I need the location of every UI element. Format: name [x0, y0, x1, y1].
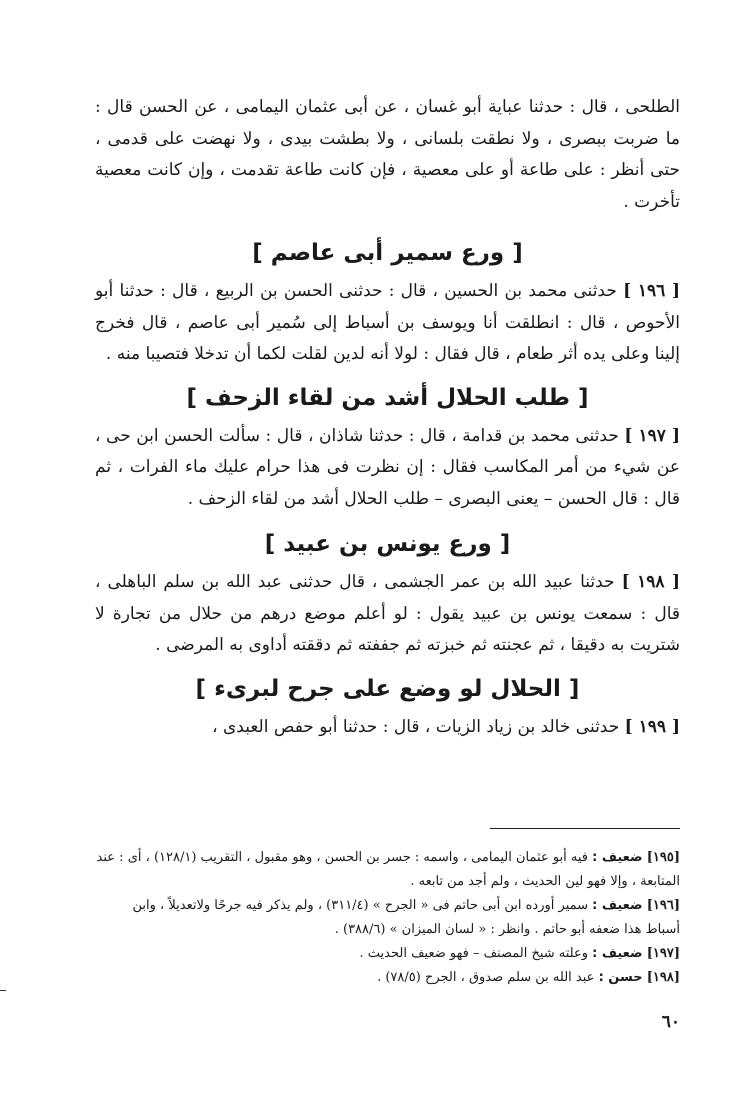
entry-text: حدثنا عبيد الله بن عمر الجشمى ، قال حدثنى عبد الله بن سلم الباهلى ، قال : سمعت يونس بن عبيد يقول : لو أعلم موضع درهم من حلال من تجارة لا شتريت به دقيقا ، ثم عجنته ثم خبزته ثم جففته ثم دققته أداوى به المرضى .: [95, 572, 680, 655]
footnote-number: [١٩٥]: [646, 850, 680, 865]
main-text: [95, 92, 680, 743]
entry-198: [95, 567, 680, 662]
section-heading-4: [ الحلال لو وضع على جرح لبرىء ]: [195, 675, 580, 702]
footnote-number: [١٩٦]: [646, 898, 680, 913]
footnote-text: وعلته شيخ المصنف – فهو ضعيف الحديث .: [359, 946, 589, 961]
footnote-number: [١٩٨]: [646, 970, 680, 985]
entry-text: حدثنى محمد بن الحسين ، قال : حدثنى الحسن بن الربيع ، قال : حدثنا أبو الأحوص ، قال : انطلقت أنا ويوسف بن أسباط إلى سُمير أبى عاصم ، قال فخرج إلينا وعلى يده أثر طعام ، قال فقال : لولا أنه لدين لقلت لكما أن تدخلا فتصيبا منه .: [95, 281, 680, 364]
footnote-list: [95, 846, 680, 990]
section-heading-2: [ طلب الحلال أشد من لقاء الزحف ]: [186, 384, 589, 411]
footnote-grade: ضعيف :: [592, 898, 643, 913]
page-number: ٦٠: [661, 1012, 680, 1032]
footnote-198: [95, 966, 680, 990]
paragraph-195-continuation: الطلحى ، قال : حدثنا عباية أبو غسان ، عن أبى عثمان اليمامى ، عن الحسن قال : ما ضربت ببصرى ، ولا نطقت بلسانى ، ولا بطشت بيدى ، ولا نهضت على قدمى ، حتى أنظر : على طاعة أو على معصية ، فإن كانت طاعة تقدمت ، وإن كانت معصية تأخرت .: [95, 97, 680, 212]
footnote-text: سمير أورده ابن أبى حاتم فى « الجرح » (٣١١/٤) ، ولم يذكر فيه جرحًا ولاتعديلاً ، وابن أسباط هذا ضعفه أبو حاتم . وانظر : « لسان الميزان » (٣٨٨/٦) .: [132, 898, 680, 937]
footnote-195: [95, 846, 680, 894]
footnote-text: فيه أبو عثمان اليمامى ، واسمه : جسر بن الحسن ، وهو مقبول ، التقريب (١٢٨/١) ، أى : عند المتابعة ، وإلا فهو لين الحديث ، ولم أجد من تابعه .: [96, 850, 680, 889]
entry-text: حدثنى محمد بن قدامة ، قال : حدثنا شاذان ، قال : سألت الحسن ابن حى ، عن شيء من أمر المكاسب فقال : إن نظرت فى هذا حرام عليك ماء الفرات ، ثم قال : قال الحسن – يعنى البصرى – طلب الحلال أشد من لقاء الزحف .: [95, 425, 680, 509]
entry-196: [95, 276, 680, 371]
footnote-grade: ضعيف :: [592, 946, 643, 961]
margin-mark: [0, 990, 6, 991]
entry-197: [95, 421, 680, 516]
footnote-grade: ضعيف :: [592, 850, 643, 865]
footnote-separator: [490, 828, 680, 829]
footnote-196: [95, 894, 680, 942]
footnote-grade: حسن :: [598, 970, 643, 985]
section-heading-1: [ ورع سمير أبى عاصم ]: [252, 240, 523, 266]
entry-number: [ ١٩٩ ]: [624, 716, 680, 737]
entry-text: حدثنى خالد بن زياد الزيات ، قال : حدثنا أبو حفص العبدى ،: [212, 716, 620, 737]
footnote-number: [١٩٧]: [646, 946, 680, 961]
footnote-197: [95, 942, 680, 966]
entry-199: [95, 712, 680, 744]
entry-number: [ ١٩٦ ]: [623, 281, 680, 301]
entry-number: [ ١٩٨ ]: [621, 572, 680, 592]
section-heading-3: [ ورع يونس بن عبيد ]: [264, 531, 511, 557]
footnote-text: عبد الله بن سلم صدوق ، الجرح (٧٨/٥) .: [377, 970, 595, 985]
entry-number: [ ١٩٧ ]: [624, 425, 681, 446]
